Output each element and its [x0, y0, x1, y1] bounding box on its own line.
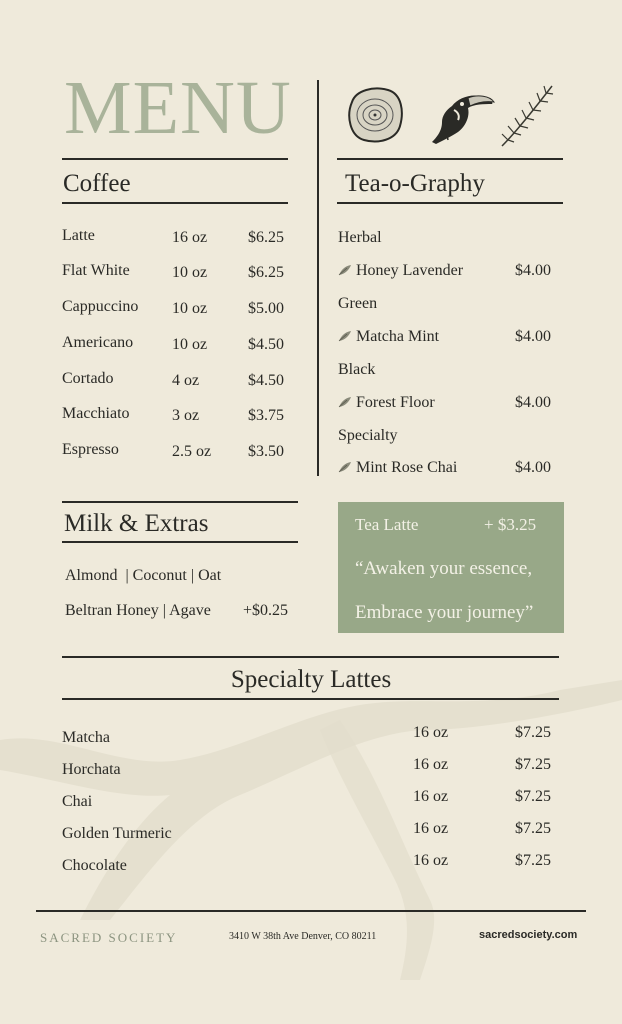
coffee-item-name: Cappuccino	[62, 298, 139, 315]
specialty-item-price: $7.25	[515, 852, 551, 869]
column-divider	[317, 80, 319, 476]
tea-item-name: Forest Floor	[356, 394, 435, 411]
milk-rule-top	[62, 501, 298, 503]
specialty-item-name: Horchata	[62, 761, 121, 778]
specialty-item-size: 16 oz	[413, 820, 449, 837]
quote-line-2: Embrace your journey”	[355, 602, 534, 623]
coffee-item-name: Cortado	[62, 370, 114, 387]
footer-address: 3410 W 38th Ave Denver, CO 80211	[229, 931, 377, 942]
coffee-heading: Coffee	[63, 170, 131, 197]
coffee-rule-bottom	[62, 202, 288, 204]
tea-item	[338, 329, 439, 345]
milk-rule-bottom	[62, 541, 298, 543]
specialty-item-name: Matcha	[62, 729, 110, 746]
specialty-item-size: 16 oz	[413, 788, 449, 805]
footer-brand: SACRED SOCIETY	[40, 930, 178, 945]
coffee-item-price: $5.00	[248, 300, 284, 317]
tea-rule-bottom	[337, 202, 563, 204]
coffee-item-size: 10 oz	[172, 336, 208, 353]
specialty-item-size: 16 oz	[413, 852, 449, 869]
specialty-item-price: $7.25	[515, 756, 551, 773]
specialty-rule-top	[62, 656, 559, 658]
leaf-icon	[338, 396, 352, 408]
coffee-item-price: $4.50	[248, 336, 284, 353]
coffee-item-price: $4.50	[248, 372, 284, 389]
tea-item-name: Mint Rose Chai	[356, 459, 458, 476]
tea-item-price: $4.00	[515, 459, 551, 476]
specialty-rule-bottom	[62, 698, 559, 700]
footer-rule	[36, 910, 586, 912]
tea-heading: Tea-o-Graphy	[345, 170, 485, 197]
coffee-item-size: 3 oz	[172, 407, 200, 424]
tea-category: Black	[338, 361, 376, 378]
coffee-item-name: Espresso	[62, 441, 119, 458]
coffee-item-size: 4 oz	[172, 372, 200, 389]
footer-website-link[interactable]: sacredsociety.com	[479, 929, 578, 941]
tea-item-price: $4.00	[515, 328, 551, 345]
coffee-item-size: 2.5 oz	[172, 443, 212, 460]
tea-item	[338, 395, 435, 411]
coffee-item-price: $6.25	[248, 229, 284, 246]
specialty-item-price: $7.25	[515, 788, 551, 805]
coffee-item-name: Latte	[62, 227, 95, 244]
tea-item-price: $4.00	[515, 262, 551, 279]
coffee-item-price: $3.50	[248, 443, 284, 460]
tea-latte-promo-box	[338, 502, 564, 633]
rosemary-sprig-icon	[498, 82, 558, 150]
leaf-icon	[338, 330, 352, 342]
sweetener-price: +$0.25	[243, 602, 289, 619]
coffee-item-price: $6.25	[248, 264, 284, 281]
tea-item	[338, 460, 457, 476]
specialty-item-price: $7.25	[515, 820, 551, 837]
coffee-item-name: Flat White	[62, 262, 130, 279]
tea-item-name: Matcha Mint	[356, 328, 440, 345]
menu-title: MENU	[64, 66, 292, 150]
tea-latte-label: Tea Latte	[355, 515, 419, 534]
coffee-rule-top	[62, 158, 288, 160]
leaf-icon	[338, 461, 352, 473]
specialty-item-name: Chocolate	[62, 857, 127, 874]
tea-rule-top	[337, 158, 563, 160]
milk-options: Almond | Coconut | Oat	[65, 567, 222, 584]
coffee-item-name: Americano	[62, 334, 134, 351]
specialty-item-name: Chai	[62, 793, 93, 810]
specialty-item-size: 16 oz	[413, 724, 449, 741]
coffee-item-size: 16 oz	[172, 229, 208, 246]
tea-category: Herbal	[338, 229, 382, 246]
tree-ring-slice-icon	[344, 84, 406, 146]
milk-heading: Milk & Extras	[64, 510, 209, 537]
sweetener-options: Beltran Honey | Agave	[65, 602, 211, 619]
tea-item-price: $4.00	[515, 394, 551, 411]
coffee-item-price: $3.75	[248, 407, 284, 424]
toucan-icon	[424, 86, 496, 144]
leaf-icon	[338, 264, 352, 276]
specialty-item-price: $7.25	[515, 724, 551, 741]
tea-item-name: Honey Lavender	[356, 262, 464, 279]
specialty-item-name: Golden Turmeric	[62, 825, 172, 842]
tea-latte-price: + $3.25	[484, 515, 537, 534]
specialty-item-size: 16 oz	[413, 756, 449, 773]
quote-line-1: “Awaken your essence,	[355, 558, 533, 579]
specialty-heading: Specialty Lattes	[230, 666, 392, 693]
tea-category: Green	[338, 295, 378, 312]
coffee-item-size: 10 oz	[172, 300, 208, 317]
coffee-item-name: Macchiato	[62, 405, 130, 422]
tea-item	[338, 263, 463, 279]
tea-category: Specialty	[338, 427, 398, 444]
coffee-item-size: 10 oz	[172, 264, 208, 281]
